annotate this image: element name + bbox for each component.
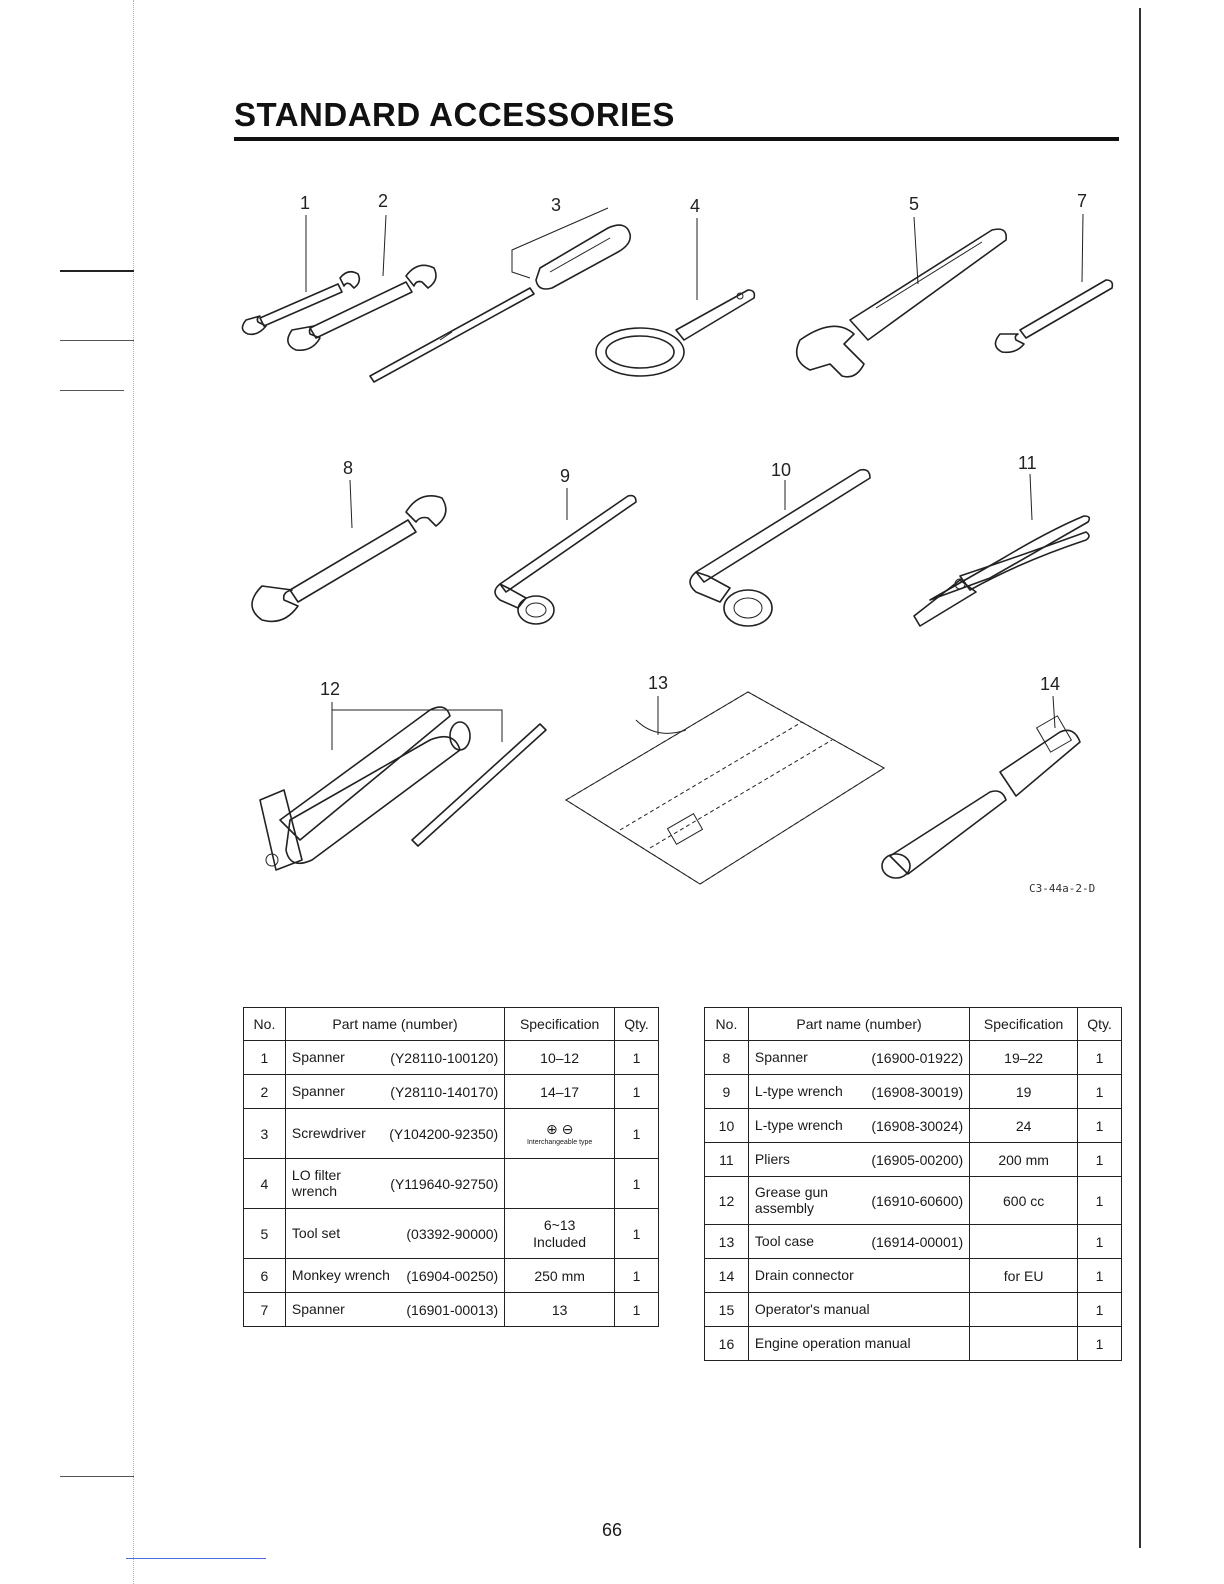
screwdriver-drawing [370,225,630,382]
row-part [748,1075,969,1109]
row-no: 2 [244,1075,286,1109]
table-row [244,1209,659,1259]
part-name: Monkey wrench [291,1266,390,1283]
row-no: 9 [705,1075,749,1109]
grease-gun-drawing [260,707,546,870]
row-no: 11 [705,1143,749,1177]
l-type-wrench-24-drawing [690,470,870,626]
part-name: Spanner [754,1048,808,1065]
part-number: (16901-00013) [406,1301,499,1318]
part-number: (16908-30024) [871,1117,964,1134]
drain-connector-drawing [882,716,1080,878]
part-name: Tool set [291,1224,341,1241]
table-row [705,1259,1122,1293]
page-title: STANDARD ACCESSORIES [234,96,675,133]
table-row [705,1225,1122,1259]
row-spec [505,1209,615,1259]
part-name: L-type wrench [754,1082,843,1099]
row-no: 4 [244,1159,286,1209]
part-number: (03392-90000) [406,1225,499,1242]
table-row [705,1109,1122,1143]
part-name: LO filter wrench [291,1167,341,1199]
row-qty: 1 [615,1209,659,1259]
callout-7: 7 [1077,191,1088,211]
row-qty: 1 [1078,1293,1122,1327]
row-no: 6 [244,1259,286,1293]
table-row [244,1293,659,1327]
row-no: 15 [705,1293,749,1327]
part-name: L-type wrench [754,1116,843,1133]
tool-case-drawing [566,692,884,884]
col-header-no: No. [705,1008,749,1041]
row-part [285,1075,504,1109]
row-spec [970,1327,1078,1361]
callout-3: 3 [551,195,562,215]
row-qty: 1 [1078,1143,1122,1177]
row-spec: 200 mm [970,1143,1078,1177]
table-row [244,1075,659,1109]
pliers-drawing [914,516,1089,626]
col-header-part: Part name (number) [748,1008,969,1041]
part-number: (16900-01922) [871,1049,964,1066]
lo-filter-wrench-drawing [596,290,754,376]
accessories-illustration [200,180,1140,900]
row-no: 8 [705,1041,749,1075]
row-part [285,1209,504,1259]
callout-2: 2 [378,191,389,211]
row-qty: 1 [1078,1177,1122,1225]
row-qty: 1 [1078,1041,1122,1075]
row-part [748,1143,969,1177]
col-header-spec: Specification [970,1008,1078,1041]
parts-table-right [704,1007,1122,1361]
table-row [705,1293,1122,1327]
spanner-13-drawing [995,280,1112,352]
callout-13: 13 [648,673,669,693]
table-row [705,1143,1122,1177]
row-qty: 1 [615,1259,659,1293]
row-no: 13 [705,1225,749,1259]
spec-note: Interchangeable type [526,1139,593,1147]
row-qty: 1 [1078,1259,1122,1293]
col-header-spec: Specification [505,1008,615,1041]
row-no: 10 [705,1109,749,1143]
table-row [244,1109,659,1159]
part-number: (Y28110-100120) [390,1049,499,1066]
spec-value: ⊕ ⊖ [545,1120,574,1137]
title-rule [234,137,1119,141]
row-no: 12 [705,1177,749,1225]
part-number: (16904-00250) [406,1267,499,1284]
parts-table-left [243,1007,659,1327]
part-number: (Y28110-140170) [390,1083,499,1100]
row-part [748,1259,969,1293]
callout-4: 4 [690,196,701,216]
callout-10: 10 [771,460,792,480]
part-number: (16914-00001) [871,1233,964,1250]
part-name: Spanner [291,1300,345,1317]
row-spec: 24 [970,1109,1078,1143]
part-number: (16910-60600) [871,1192,964,1209]
table-row [705,1177,1122,1225]
callout-1: 1 [300,193,311,213]
row-spec [505,1159,615,1209]
col-header-part: Part name (number) [285,1008,504,1041]
row-spec: 10–12 [505,1041,615,1075]
spanner-14-17-drawing [288,265,436,350]
row-qty: 1 [615,1075,659,1109]
part-name: Engine operation manual [754,1334,911,1351]
callout-12: 12 [320,679,341,699]
callout-11: 11 [1018,453,1037,473]
row-spec [505,1109,615,1159]
callout-14: 14 [1040,674,1061,694]
table-row [705,1327,1122,1361]
row-qty: 1 [615,1293,659,1327]
table-row [244,1041,659,1075]
part-name: Spanner [291,1048,345,1065]
row-qty: 1 [1078,1075,1122,1109]
row-spec: 13 [505,1293,615,1327]
margin-tick [60,340,134,341]
row-part [285,1293,504,1327]
part-name: Drain connector [754,1266,854,1283]
col-header-qty: Qty. [615,1008,659,1041]
row-no: 3 [244,1109,286,1159]
monkey-wrench-drawing [797,229,1007,377]
part-name: Grease gun assembly [754,1184,829,1216]
col-header-qty: Qty. [1078,1008,1122,1041]
row-part [748,1225,969,1259]
row-spec: 19–22 [970,1041,1078,1075]
bottom-link-line [126,1558,266,1559]
callout-5: 5 [909,194,920,214]
figure-code: C3-44a-2-D [1029,882,1096,895]
margin-tick [60,390,124,391]
row-spec: for EU [970,1259,1078,1293]
row-no: 14 [705,1259,749,1293]
row-qty: 1 [1078,1225,1122,1259]
row-part [748,1109,969,1143]
leader-lines [306,208,1083,750]
row-qty: 1 [615,1109,659,1159]
row-part [748,1177,969,1225]
row-no: 7 [244,1293,286,1327]
spec-note: Included [533,1233,587,1250]
row-part [748,1327,969,1361]
part-number: (16908-30019) [871,1083,964,1100]
row-spec [970,1293,1078,1327]
row-part [285,1259,504,1293]
part-number: (16905-00200) [871,1151,964,1168]
part-name: Spanner [291,1082,345,1099]
l-type-wrench-19-drawing [495,496,636,624]
row-part [748,1041,969,1075]
table-row [705,1041,1122,1075]
row-qty: 1 [615,1159,659,1209]
row-qty: 1 [1078,1327,1122,1361]
row-part [285,1041,504,1075]
table-row [705,1075,1122,1109]
row-part [285,1159,504,1209]
part-number: (Y119640-92750) [390,1175,499,1192]
left-margin-line [133,0,134,1584]
row-spec: 19 [970,1075,1078,1109]
part-name: Pliers [754,1150,790,1167]
part-number: (Y104200-92350) [389,1125,499,1142]
callout-9: 9 [560,466,571,486]
row-qty: 1 [1078,1109,1122,1143]
table-row [244,1259,659,1293]
row-spec: 14–17 [505,1075,615,1109]
row-part [748,1293,969,1327]
margin-tick [60,1476,134,1477]
callout-8: 8 [343,458,354,478]
row-no: 16 [705,1327,749,1361]
page-number: 66 [601,1520,623,1540]
part-name: Tool case [754,1232,815,1249]
spec-value: 6~13 [543,1217,576,1234]
row-no: 5 [244,1209,286,1259]
margin-tick [60,270,134,272]
row-part [285,1109,504,1159]
col-header-no: No. [244,1008,286,1041]
row-no: 1 [244,1041,286,1075]
accessories-drawing [200,180,1140,900]
part-name: Screwdriver [291,1124,366,1141]
table-row [244,1159,659,1209]
part-name: Operator's manual [754,1300,870,1317]
row-spec: 600 cc [970,1177,1078,1225]
row-qty: 1 [615,1041,659,1075]
row-spec: 250 mm [505,1259,615,1293]
spanner-19-22-drawing [252,496,446,622]
row-spec [970,1225,1078,1259]
